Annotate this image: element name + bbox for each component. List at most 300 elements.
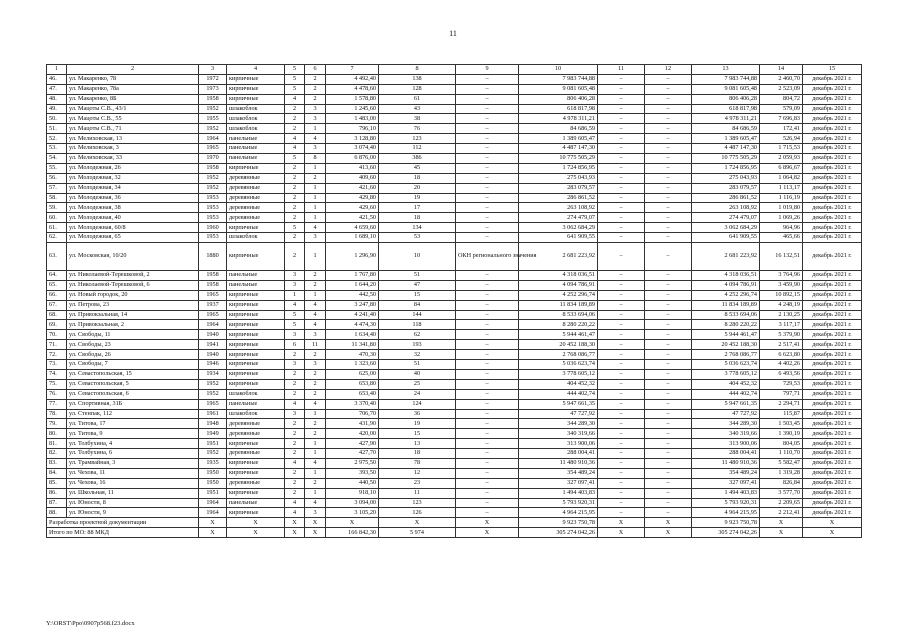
cell-col-12: – bbox=[645, 468, 692, 478]
cell-num: 78. bbox=[47, 409, 67, 419]
cell-heritage-status: – bbox=[456, 183, 519, 193]
cell-col-11: – bbox=[598, 320, 645, 330]
cell-col-11: – bbox=[598, 233, 645, 243]
cell-deadline: декабрь 2021 г. bbox=[803, 310, 862, 320]
cell-num: 83. bbox=[47, 458, 67, 468]
table-row bbox=[47, 134, 862, 144]
cell-address: ул. Молодежная, 65 bbox=[67, 233, 199, 243]
cell-residents: 24 bbox=[379, 389, 456, 399]
cell-entrances: 3 bbox=[305, 233, 326, 243]
cell-num: 46. bbox=[47, 74, 67, 84]
cell-total-cost: 2 681 223,92 bbox=[519, 243, 598, 271]
cell-address: ул. Молодежная, 36 bbox=[67, 193, 199, 203]
cell-num: 56. bbox=[47, 173, 67, 183]
cell-wall-material: деревянные bbox=[227, 173, 285, 183]
cell-address: ул. Титова, 9 bbox=[67, 429, 199, 439]
cell-wall-material: кирпичные bbox=[227, 163, 285, 173]
cell-deadline: декабрь 2021 г. bbox=[803, 439, 862, 449]
cell-cost-col-13: 641 909,55 bbox=[692, 233, 760, 243]
cell-year: 1953 bbox=[199, 193, 227, 203]
column-number-cell: 1 bbox=[47, 65, 67, 75]
cell-total-cost: 47 727,92 bbox=[519, 409, 598, 419]
cell-col-11: – bbox=[598, 114, 645, 124]
cell-floors: 3 bbox=[285, 280, 305, 290]
cell-deadline: декабрь 2021 г. bbox=[803, 280, 862, 290]
cell-address: ул. Привокзальная, 14 bbox=[67, 310, 199, 320]
cell-col-12: – bbox=[645, 439, 692, 449]
cell-num: 74. bbox=[47, 369, 67, 379]
cell-col-11: – bbox=[598, 154, 645, 164]
cell-year: 1964 bbox=[199, 134, 227, 144]
cell-year: 1940 bbox=[199, 330, 227, 340]
cell-total-cost: 20 452 188,30 bbox=[519, 340, 598, 350]
cell-entrances: 1 bbox=[305, 193, 326, 203]
cell-entrances: 4 bbox=[305, 310, 326, 320]
cell-area: 3 105,20 bbox=[326, 508, 379, 518]
cell-address: ул. Мацоты С.В., 71 bbox=[67, 124, 199, 134]
cell-heritage-status: – bbox=[456, 330, 519, 340]
table-row bbox=[47, 468, 862, 478]
cell-floors: 2 bbox=[285, 449, 305, 459]
table-row bbox=[47, 419, 862, 429]
cell-deadline: декабрь 2021 г. bbox=[803, 508, 862, 518]
cell-cost-col-13: 5 947 661,35 bbox=[692, 399, 760, 409]
cell-wall-material: шлакоблок bbox=[227, 104, 285, 114]
cell-col-12: – bbox=[645, 369, 692, 379]
summary-cell: X bbox=[379, 518, 456, 528]
cell-wall-material: шлакоблок bbox=[227, 124, 285, 134]
cell-address: ул. Петрова, 23 bbox=[67, 300, 199, 310]
cell-col-12: – bbox=[645, 340, 692, 350]
cell-year: 1972 bbox=[199, 74, 227, 84]
cell-cost-per-sqm: 1 503,45 bbox=[760, 419, 803, 429]
cell-cost-col-13: 84 686,59 bbox=[692, 124, 760, 134]
cell-cost-per-sqm: 2 294,71 bbox=[760, 399, 803, 409]
cell-heritage-status: – bbox=[456, 271, 519, 281]
cell-floors: 2 bbox=[285, 369, 305, 379]
cell-cost-col-13: 4 252 296,74 bbox=[692, 290, 760, 300]
cell-num: 79. bbox=[47, 419, 67, 429]
cell-num: 50. bbox=[47, 114, 67, 124]
cell-wall-material: кирпичные bbox=[227, 350, 285, 360]
cell-wall-material: панельные bbox=[227, 134, 285, 144]
cell-heritage-status: – bbox=[456, 134, 519, 144]
cell-year: 1958 bbox=[199, 163, 227, 173]
summary-cell: 9 923 750,78 bbox=[519, 518, 598, 528]
cell-num: 75. bbox=[47, 379, 67, 389]
cell-heritage-status: ОКН регионального значения bbox=[456, 243, 519, 271]
cell-deadline: декабрь 2021 г. bbox=[803, 449, 862, 459]
cell-total-cost: 8 280 220,22 bbox=[519, 320, 598, 330]
cell-deadline: декабрь 2021 г. bbox=[803, 94, 862, 104]
cell-cost-col-13: 9 081 605,48 bbox=[692, 84, 760, 94]
cell-wall-material: деревянные bbox=[227, 419, 285, 429]
cell-cost-col-13: 4 487 147,30 bbox=[692, 144, 760, 154]
cell-residents: 61 bbox=[379, 94, 456, 104]
cell-address: ул. Чехова, 16 bbox=[67, 478, 199, 488]
cell-col-11: – bbox=[598, 310, 645, 320]
cell-floors: 2 bbox=[285, 213, 305, 223]
cell-wall-material: шлакоблок bbox=[227, 389, 285, 399]
cell-cost-per-sqm: 6 493,56 bbox=[760, 369, 803, 379]
cell-address: ул. Молодежная, 40 bbox=[67, 213, 199, 223]
cell-cost-col-13: 11 480 910,36 bbox=[692, 458, 760, 468]
cell-col-11: – bbox=[598, 163, 645, 173]
cell-residents: 38 bbox=[379, 114, 456, 124]
cell-cost-col-13: 327 097,41 bbox=[692, 478, 760, 488]
cell-col-11: – bbox=[598, 300, 645, 310]
column-number-cell: 15 bbox=[803, 65, 862, 75]
cell-heritage-status: – bbox=[456, 488, 519, 498]
cell-cost-col-13: 2 681 223,92 bbox=[692, 243, 760, 271]
cell-total-cost: 275 043,93 bbox=[519, 173, 598, 183]
table-row bbox=[47, 340, 862, 350]
cell-wall-material: панельные bbox=[227, 271, 285, 281]
cell-col-12: – bbox=[645, 203, 692, 213]
cell-year: 1937 bbox=[199, 300, 227, 310]
cell-area: 2 975,50 bbox=[326, 458, 379, 468]
cell-cost-per-sqm: 1 390,19 bbox=[760, 429, 803, 439]
cell-floors: 5 bbox=[285, 74, 305, 84]
cell-year: 1880 bbox=[199, 243, 227, 271]
cell-deadline: декабрь 2021 г. bbox=[803, 183, 862, 193]
table-row bbox=[47, 379, 862, 389]
cell-address: ул. Стенпак, 112 bbox=[67, 409, 199, 419]
cell-address: ул. Трамвайная, 3 bbox=[67, 458, 199, 468]
cell-num: 62. bbox=[47, 233, 67, 243]
cell-floors: 2 bbox=[285, 419, 305, 429]
cell-num: 58. bbox=[47, 193, 67, 203]
cell-floors: 2 bbox=[285, 478, 305, 488]
cell-entrances: 11 bbox=[305, 340, 326, 350]
table-row bbox=[47, 488, 862, 498]
cell-residents: 10 bbox=[379, 243, 456, 271]
summary-cell: X bbox=[199, 518, 227, 528]
cell-year: 1934 bbox=[199, 369, 227, 379]
cell-col-11: – bbox=[598, 213, 645, 223]
cell-cost-per-sqm: 964,96 bbox=[760, 223, 803, 233]
table-row bbox=[47, 330, 862, 340]
cell-residents: 15 bbox=[379, 290, 456, 300]
cell-wall-material: панельные bbox=[227, 399, 285, 409]
cell-deadline: декабрь 2021 г. bbox=[803, 193, 862, 203]
cell-deadline: декабрь 2021 г. bbox=[803, 468, 862, 478]
housing-repair-table bbox=[46, 64, 862, 538]
table-row bbox=[47, 280, 862, 290]
cell-col-12: – bbox=[645, 144, 692, 154]
cell-col-12: – bbox=[645, 300, 692, 310]
cell-cost-per-sqm: 526,94 bbox=[760, 134, 803, 144]
cell-floors: 2 bbox=[285, 243, 305, 271]
column-number-cell: 7 bbox=[326, 65, 379, 75]
cell-deadline: декабрь 2021 г. bbox=[803, 233, 862, 243]
cell-col-11: – bbox=[598, 290, 645, 300]
cell-col-11: – bbox=[598, 399, 645, 409]
cell-entrances: 1 bbox=[305, 203, 326, 213]
cell-wall-material: панельные bbox=[227, 498, 285, 508]
cell-floors: 2 bbox=[285, 163, 305, 173]
cell-num: 67. bbox=[47, 300, 67, 310]
cell-total-cost: 11 834 189,89 bbox=[519, 300, 598, 310]
summary-cell: X bbox=[456, 518, 519, 528]
cell-floors: 3 bbox=[285, 330, 305, 340]
cell-total-cost: 9 081 605,48 bbox=[519, 84, 598, 94]
cell-year: 1960 bbox=[199, 223, 227, 233]
summary-row bbox=[47, 528, 862, 538]
cell-entrances: 4 bbox=[305, 134, 326, 144]
cell-cost-col-13: 275 043,93 bbox=[692, 173, 760, 183]
cell-cost-per-sqm: 6 896,67 bbox=[760, 163, 803, 173]
cell-col-12: – bbox=[645, 173, 692, 183]
cell-residents: 20 bbox=[379, 183, 456, 193]
cell-num: 73. bbox=[47, 360, 67, 370]
cell-cost-per-sqm: 2 130,25 bbox=[760, 310, 803, 320]
cell-col-11: – bbox=[598, 104, 645, 114]
cell-col-12: – bbox=[645, 350, 692, 360]
cell-address: ул. Чехова, 11 bbox=[67, 468, 199, 478]
cell-heritage-status: – bbox=[456, 439, 519, 449]
cell-col-12: – bbox=[645, 193, 692, 203]
cell-num: 66. bbox=[47, 290, 67, 300]
cell-residents: 25 bbox=[379, 379, 456, 389]
cell-num: 63. bbox=[47, 243, 67, 271]
cell-col-11: – bbox=[598, 419, 645, 429]
table-row bbox=[47, 74, 862, 84]
cell-cost-col-13: 10 775 505,29 bbox=[692, 154, 760, 164]
cell-address: ул. Новый городок, 20 bbox=[67, 290, 199, 300]
cell-deadline: декабрь 2021 г. bbox=[803, 114, 862, 124]
cell-heritage-status: – bbox=[456, 350, 519, 360]
cell-area: 6 876,00 bbox=[326, 154, 379, 164]
table-row bbox=[47, 114, 862, 124]
cell-entrances: 1 bbox=[305, 409, 326, 419]
cell-year: 1951 bbox=[199, 439, 227, 449]
cell-cost-col-13: 4 094 786,91 bbox=[692, 280, 760, 290]
cell-year: 1952 bbox=[199, 379, 227, 389]
cell-total-cost: 340 319,66 bbox=[519, 429, 598, 439]
cell-total-cost: 806 406,28 bbox=[519, 94, 598, 104]
cell-col-11: – bbox=[598, 458, 645, 468]
cell-heritage-status: – bbox=[456, 379, 519, 389]
cell-total-cost: 8 533 694,06 bbox=[519, 310, 598, 320]
table-row bbox=[47, 243, 862, 271]
cell-year: 1961 bbox=[199, 409, 227, 419]
cell-area: 470,30 bbox=[326, 350, 379, 360]
cell-address: ул. Мелиховская, 33 bbox=[67, 154, 199, 164]
cell-col-11: – bbox=[598, 271, 645, 281]
column-number-cell: 4 bbox=[227, 65, 285, 75]
cell-num: 81. bbox=[47, 439, 67, 449]
cell-heritage-status: – bbox=[456, 399, 519, 409]
cell-entrances: 1 bbox=[305, 468, 326, 478]
column-number-cell: 9 bbox=[456, 65, 519, 75]
cell-col-11: – bbox=[598, 94, 645, 104]
cell-entrances: 2 bbox=[305, 74, 326, 84]
table-row bbox=[47, 193, 862, 203]
cell-cost-col-13: 5 944 461,47 bbox=[692, 330, 760, 340]
cell-wall-material: кирпичные bbox=[227, 369, 285, 379]
table-row bbox=[47, 320, 862, 330]
table-row bbox=[47, 203, 862, 213]
cell-col-12: – bbox=[645, 389, 692, 399]
cell-col-12: – bbox=[645, 429, 692, 439]
cell-deadline: декабрь 2021 г. bbox=[803, 488, 862, 498]
cell-floors: 6 bbox=[285, 340, 305, 350]
cell-entrances: 1 bbox=[305, 290, 326, 300]
cell-col-12: – bbox=[645, 114, 692, 124]
cell-area: 393,50 bbox=[326, 468, 379, 478]
cell-heritage-status: – bbox=[456, 193, 519, 203]
cell-address: ул. Николаевой-Терешковой, 6 bbox=[67, 280, 199, 290]
summary-cell: 305 274 042,26 bbox=[519, 528, 598, 538]
cell-cost-per-sqm: 4 248,19 bbox=[760, 300, 803, 310]
cell-cost-col-13: 3 778 605,12 bbox=[692, 369, 760, 379]
cell-cost-col-13: 1 494 403,83 bbox=[692, 488, 760, 498]
cell-total-cost: 84 686,59 bbox=[519, 124, 598, 134]
cell-area: 1 767,80 bbox=[326, 271, 379, 281]
cell-total-cost: 5 947 661,35 bbox=[519, 399, 598, 409]
cell-cost-col-13: 1 724 856,95 bbox=[692, 163, 760, 173]
summary-cell: X bbox=[305, 528, 326, 538]
cell-year: 1948 bbox=[199, 419, 227, 429]
summary-cell: X bbox=[598, 528, 645, 538]
cell-total-cost: 10 775 505,29 bbox=[519, 154, 598, 164]
table-row bbox=[47, 409, 862, 419]
cell-col-12: – bbox=[645, 104, 692, 114]
cell-area: 918,10 bbox=[326, 488, 379, 498]
cell-floors: 5 bbox=[285, 223, 305, 233]
cell-col-12: – bbox=[645, 154, 692, 164]
cell-residents: 19 bbox=[379, 419, 456, 429]
cell-total-cost: 5 793 920,31 bbox=[519, 498, 598, 508]
cell-entrances: 2 bbox=[305, 271, 326, 281]
cell-total-cost: 4 964 215,95 bbox=[519, 508, 598, 518]
cell-col-12: – bbox=[645, 243, 692, 271]
cell-total-cost: 1 389 605,47 bbox=[519, 134, 598, 144]
cell-cost-col-13: 1 389 605,47 bbox=[692, 134, 760, 144]
cell-floors: 4 bbox=[285, 134, 305, 144]
table-row bbox=[47, 369, 862, 379]
cell-total-cost: 288 004,41 bbox=[519, 449, 598, 459]
cell-residents: 12 bbox=[379, 468, 456, 478]
cell-floors: 5 bbox=[285, 84, 305, 94]
cell-entrances: 3 bbox=[305, 330, 326, 340]
cell-area: 409,60 bbox=[326, 173, 379, 183]
cell-entrances: 2 bbox=[305, 478, 326, 488]
cell-cost-col-13: 47 727,92 bbox=[692, 409, 760, 419]
cell-heritage-status: – bbox=[456, 508, 519, 518]
cell-col-12: – bbox=[645, 213, 692, 223]
cell-col-11: – bbox=[598, 360, 645, 370]
cell-area: 3 370,40 bbox=[326, 399, 379, 409]
cell-area: 429,80 bbox=[326, 193, 379, 203]
cell-cost-col-13: 8 280 220,22 bbox=[692, 320, 760, 330]
cell-floors: 4 bbox=[285, 498, 305, 508]
cell-area: 653,80 bbox=[326, 379, 379, 389]
cell-col-12: – bbox=[645, 449, 692, 459]
cell-heritage-status: – bbox=[456, 419, 519, 429]
cell-entrances: 2 bbox=[305, 84, 326, 94]
cell-year: 1955 bbox=[199, 114, 227, 124]
cell-address: ул. Севастопольская, 5 bbox=[67, 379, 199, 389]
cell-col-11: – bbox=[598, 350, 645, 360]
cell-address: ул. Молодежная, 34 bbox=[67, 183, 199, 193]
cell-residents: 124 bbox=[379, 399, 456, 409]
cell-residents: 123 bbox=[379, 498, 456, 508]
cell-heritage-status: – bbox=[456, 233, 519, 243]
summary-cell: X bbox=[803, 518, 862, 528]
cell-total-cost: 4 978 311,21 bbox=[519, 114, 598, 124]
cell-cost-col-13: 263 108,92 bbox=[692, 203, 760, 213]
cell-col-11: – bbox=[598, 223, 645, 233]
cell-total-cost: 274 479,07 bbox=[519, 213, 598, 223]
column-number-cell: 8 bbox=[379, 65, 456, 75]
cell-heritage-status: – bbox=[456, 498, 519, 508]
cell-total-cost: 283 079,57 bbox=[519, 183, 598, 193]
cell-area: 4 478,60 bbox=[326, 84, 379, 94]
summary-cell: 305 274 042,26 bbox=[692, 528, 760, 538]
cell-deadline: декабрь 2021 г. bbox=[803, 104, 862, 114]
summary-cell: 9 923 750,78 bbox=[692, 518, 760, 528]
cell-cost-col-13: 806 406,28 bbox=[692, 94, 760, 104]
cell-area: 1 296,90 bbox=[326, 243, 379, 271]
cell-floors: 2 bbox=[285, 203, 305, 213]
table-row bbox=[47, 271, 862, 281]
cell-heritage-status: – bbox=[456, 203, 519, 213]
cell-num: 76. bbox=[47, 389, 67, 399]
table-row bbox=[47, 104, 862, 114]
cell-address: ул. Юности, 9 bbox=[67, 508, 199, 518]
cell-heritage-status: – bbox=[456, 478, 519, 488]
cell-heritage-status: – bbox=[456, 94, 519, 104]
cell-cost-col-13: 344 289,30 bbox=[692, 419, 760, 429]
cell-residents: 11 bbox=[379, 488, 456, 498]
cell-total-cost: 11 480 910,36 bbox=[519, 458, 598, 468]
cell-floors: 2 bbox=[285, 233, 305, 243]
cell-heritage-status: – bbox=[456, 290, 519, 300]
cell-cost-col-13: 4 318 036,51 bbox=[692, 271, 760, 281]
cell-wall-material: деревянные bbox=[227, 449, 285, 459]
cell-num: 47. bbox=[47, 84, 67, 94]
cell-year: 1950 bbox=[199, 468, 227, 478]
cell-num: 65. bbox=[47, 280, 67, 290]
cell-deadline: декабрь 2021 г. bbox=[803, 399, 862, 409]
cell-area: 421,60 bbox=[326, 183, 379, 193]
summary-cell: X bbox=[645, 528, 692, 538]
summary-cell: X bbox=[285, 528, 305, 538]
cell-total-cost: 313 900,06 bbox=[519, 439, 598, 449]
cell-total-cost: 641 909,55 bbox=[519, 233, 598, 243]
cell-cost-col-13: 11 834 189,89 bbox=[692, 300, 760, 310]
cell-floors: 2 bbox=[285, 429, 305, 439]
cell-year: 1952 bbox=[199, 449, 227, 459]
cell-col-11: – bbox=[598, 280, 645, 290]
cell-cost-col-13: 5 793 920,31 bbox=[692, 498, 760, 508]
cell-col-12: – bbox=[645, 134, 692, 144]
cell-entrances: 3 bbox=[305, 144, 326, 154]
cell-entrances: 1 bbox=[305, 243, 326, 271]
cell-wall-material: кирпичные bbox=[227, 243, 285, 271]
cell-wall-material: кирпичные bbox=[227, 94, 285, 104]
cell-num: 48. bbox=[47, 94, 67, 104]
summary-cell: X bbox=[305, 518, 326, 528]
cell-wall-material: кирпичные bbox=[227, 84, 285, 94]
cell-entrances: 3 bbox=[305, 508, 326, 518]
cell-floors: 2 bbox=[285, 488, 305, 498]
cell-year: 1953 bbox=[199, 213, 227, 223]
table-row bbox=[47, 350, 862, 360]
cell-year: 1953 bbox=[199, 203, 227, 213]
